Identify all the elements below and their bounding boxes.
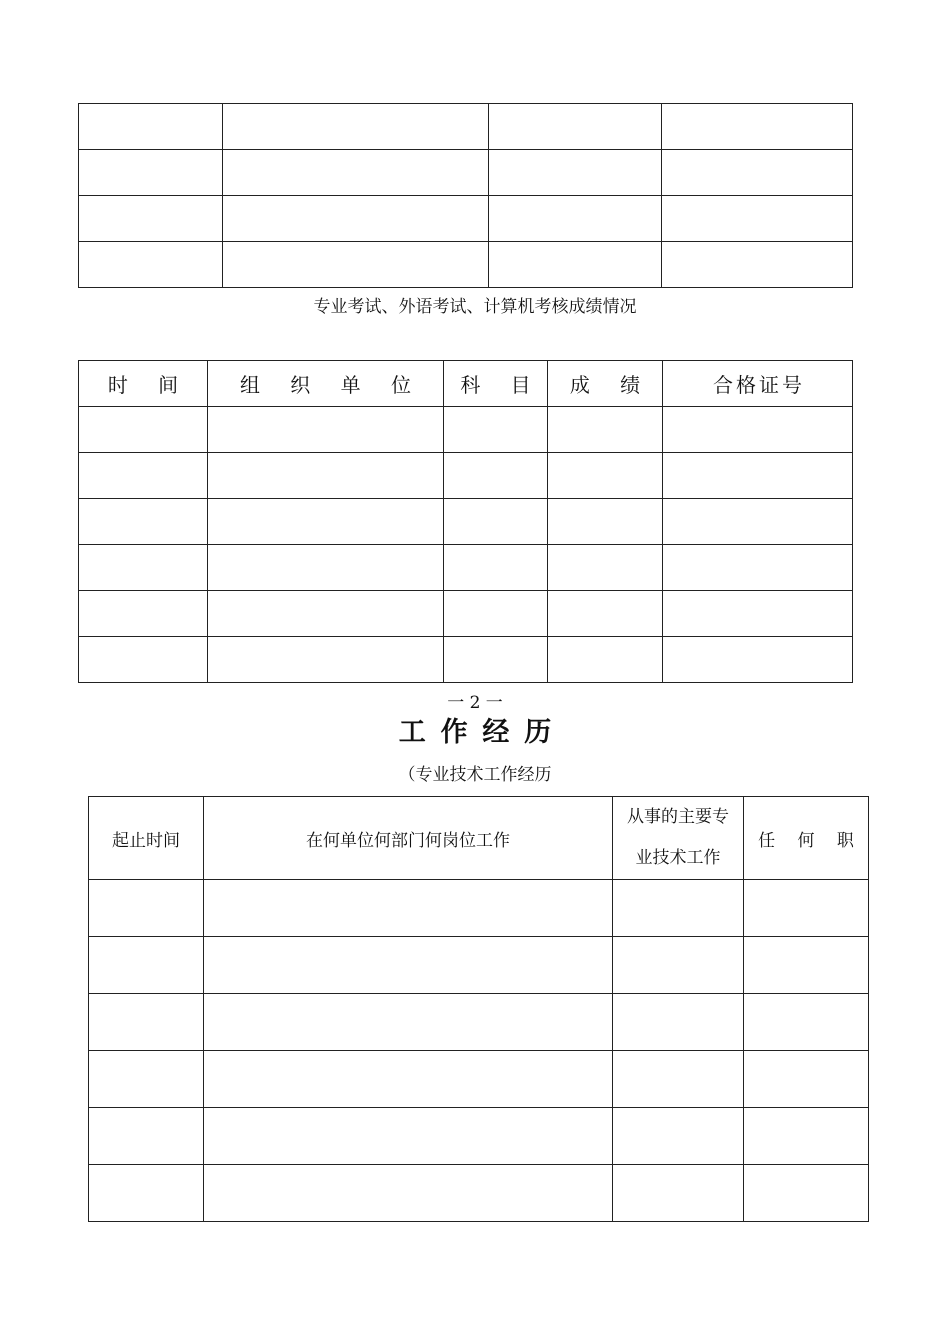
work-history-subtitle: （专业技术工作经历 — [398, 765, 552, 785]
table-cell[interactable] — [548, 499, 663, 545]
top-table-row — [79, 196, 853, 242]
table-cell[interactable] — [444, 637, 548, 683]
work-table-row — [89, 1051, 869, 1108]
table-cell[interactable] — [223, 150, 489, 196]
header-time: 时 间 — [79, 361, 208, 407]
table-cell[interactable] — [744, 1051, 869, 1108]
table-cell[interactable] — [79, 499, 208, 545]
work-table-row — [89, 937, 869, 994]
header-workplace: 在何单位何部门何岗位工作 — [204, 797, 613, 880]
work-table-row — [89, 994, 869, 1051]
top-table-row — [79, 150, 853, 196]
table-cell[interactable] — [613, 1108, 744, 1165]
table-cell[interactable] — [662, 150, 853, 196]
table-cell[interactable] — [89, 1165, 204, 1222]
table-cell[interactable] — [744, 937, 869, 994]
table-cell[interactable] — [663, 637, 853, 683]
table-cell[interactable] — [744, 1108, 869, 1165]
work-table-row — [89, 880, 869, 937]
header-subject: 科 目 — [444, 361, 548, 407]
table-cell[interactable] — [79, 150, 223, 196]
table-cell[interactable] — [204, 1108, 613, 1165]
header-organizer: 组 织 单 位 — [208, 361, 444, 407]
table-cell[interactable] — [79, 242, 223, 288]
table-cell[interactable] — [663, 545, 853, 591]
table-cell[interactable] — [89, 1108, 204, 1165]
table-cell[interactable] — [204, 880, 613, 937]
table-cell[interactable] — [204, 937, 613, 994]
table-cell[interactable] — [662, 104, 853, 150]
table-cell[interactable] — [79, 453, 208, 499]
table-cell[interactable] — [79, 407, 208, 453]
table-cell[interactable] — [89, 994, 204, 1051]
table-cell[interactable] — [663, 453, 853, 499]
table-cell[interactable] — [444, 591, 548, 637]
table-cell[interactable] — [548, 591, 663, 637]
table-cell[interactable] — [662, 196, 853, 242]
table-cell[interactable] — [223, 242, 489, 288]
exam-section-caption: 专业考试、外语考试、计算机考核成绩情况 — [313, 297, 637, 317]
exam-table-row — [79, 545, 853, 591]
table-cell[interactable] — [548, 545, 663, 591]
table-cell[interactable] — [89, 880, 204, 937]
table-cell[interactable] — [548, 407, 663, 453]
table-cell[interactable] — [548, 637, 663, 683]
table-cell[interactable] — [744, 1165, 869, 1222]
exam-table-row — [79, 407, 853, 453]
table-cell[interactable] — [444, 499, 548, 545]
table-cell[interactable] — [204, 1051, 613, 1108]
header-score: 成 绩 — [548, 361, 663, 407]
table-cell[interactable] — [79, 196, 223, 242]
table-cell[interactable] — [444, 453, 548, 499]
table-cell[interactable] — [223, 104, 489, 150]
table-cell[interactable] — [208, 637, 444, 683]
table-cell[interactable] — [208, 453, 444, 499]
exam-table-row — [79, 499, 853, 545]
table-cell[interactable] — [208, 545, 444, 591]
exam-table-row — [79, 637, 853, 683]
table-cell[interactable] — [89, 937, 204, 994]
table-cell[interactable] — [204, 994, 613, 1051]
table-cell[interactable] — [663, 407, 853, 453]
exam-table-row — [79, 591, 853, 637]
exam-table-row — [79, 453, 853, 499]
table-cell[interactable] — [208, 407, 444, 453]
table-cell[interactable] — [208, 499, 444, 545]
top-table-row — [79, 242, 853, 288]
table-cell[interactable] — [204, 1165, 613, 1222]
work-table-header — [89, 797, 869, 880]
exam-table — [78, 360, 853, 683]
table-cell[interactable] — [548, 453, 663, 499]
table-cell[interactable] — [662, 242, 853, 288]
table-cell[interactable] — [663, 591, 853, 637]
header-position: 任 何 职 — [744, 797, 869, 880]
header-main-work-line2: 业技术工作 — [635, 848, 721, 868]
top-table — [78, 103, 853, 288]
table-cell[interactable] — [744, 994, 869, 1051]
table-cell[interactable] — [489, 196, 662, 242]
table-cell[interactable] — [663, 499, 853, 545]
table-cell[interactable] — [744, 880, 869, 937]
table-cell[interactable] — [223, 196, 489, 242]
table-cell[interactable] — [208, 591, 444, 637]
table-cell[interactable] — [89, 1051, 204, 1108]
work-table-row — [89, 1108, 869, 1165]
table-cell[interactable] — [613, 1051, 744, 1108]
table-cell[interactable] — [79, 591, 208, 637]
header-main-work — [613, 797, 744, 880]
table-cell[interactable] — [489, 242, 662, 288]
table-cell[interactable] — [489, 150, 662, 196]
work-history-title: 工作经历 — [398, 717, 567, 748]
table-cell[interactable] — [79, 637, 208, 683]
page-number: 一 2 一 — [447, 693, 503, 713]
top-table-row — [79, 104, 853, 150]
exam-table-header — [79, 361, 853, 407]
table-cell[interactable] — [444, 545, 548, 591]
table-cell[interactable] — [613, 880, 744, 937]
table-cell[interactable] — [613, 994, 744, 1051]
work-history-table — [88, 796, 869, 1222]
header-main-work-line1: 从事的主要专 — [627, 807, 729, 827]
table-cell[interactable] — [79, 104, 223, 150]
table-cell[interactable] — [444, 407, 548, 453]
table-cell[interactable] — [79, 545, 208, 591]
header-certificate-number: 合格证号 — [663, 361, 853, 407]
table-cell[interactable] — [613, 937, 744, 994]
work-table-row — [89, 1165, 869, 1222]
table-cell[interactable] — [489, 104, 662, 150]
table-cell[interactable] — [613, 1165, 744, 1222]
header-period: 起止时间 — [89, 797, 204, 880]
